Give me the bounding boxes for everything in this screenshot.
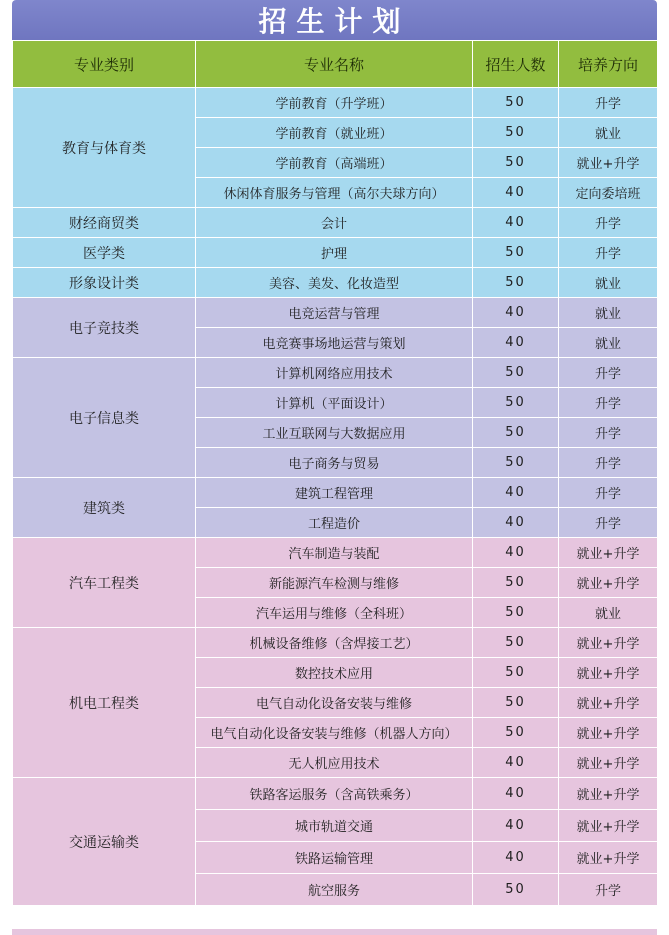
table-row <box>13 268 658 298</box>
training-direction-cell: 就业+升学 <box>559 718 658 748</box>
table-row <box>13 88 658 118</box>
major-name-cell: 电竞运营与管理 <box>196 298 473 328</box>
enrollment-count-cell: 50 <box>473 568 559 598</box>
training-direction-cell: 就业+升学 <box>559 778 658 810</box>
major-name-cell: 护理 <box>196 238 473 268</box>
major-name-cell: 计算机（平面设计） <box>196 388 473 418</box>
training-direction-cell: 就业+升学 <box>559 568 658 598</box>
major-name-cell: 工业互联网与大数据应用 <box>196 418 473 448</box>
category-cell: 教育与体育类 <box>13 88 196 208</box>
enrollment-count-cell: 50 <box>473 388 559 418</box>
table-row <box>13 478 658 508</box>
table-row <box>13 628 658 658</box>
major-name-cell: 城市轨道交通 <box>196 810 473 842</box>
category-cell: 医学类 <box>13 238 196 268</box>
enrollment-count-cell: 50 <box>473 358 559 388</box>
major-name-cell: 电气自动化设备安装与维修（机器人方向） <box>196 718 473 748</box>
enrollment-count-cell: 40 <box>473 842 559 874</box>
major-name-cell: 汽车制造与装配 <box>196 538 473 568</box>
major-name-cell: 工程造价 <box>196 508 473 538</box>
enrollment-count-cell: 40 <box>473 478 559 508</box>
training-direction-cell: 就业 <box>559 268 658 298</box>
table-row <box>13 778 658 810</box>
table-row <box>13 298 658 328</box>
major-name-cell: 计算机网络应用技术 <box>196 358 473 388</box>
major-name-cell: 铁路客运服务（含高铁乘务） <box>196 778 473 810</box>
training-direction-cell: 升学 <box>559 478 658 508</box>
enrollment-count-cell: 50 <box>473 658 559 688</box>
category-cell: 财经商贸类 <box>13 208 196 238</box>
training-direction-cell: 就业+升学 <box>559 538 658 568</box>
enrollment-count-cell: 50 <box>473 874 559 906</box>
enrollment-count-cell: 40 <box>473 328 559 358</box>
training-direction-cell: 就业+升学 <box>559 658 658 688</box>
table-row <box>13 208 658 238</box>
training-direction-cell: 就业 <box>559 328 658 358</box>
enrollment-count-cell: 50 <box>473 118 559 148</box>
major-name-cell: 学前教育（升学班） <box>196 88 473 118</box>
training-direction-cell: 就业+升学 <box>559 628 658 658</box>
major-name-cell: 会计 <box>196 208 473 238</box>
column-header-major: 专业名称 <box>196 41 473 88</box>
footer-strip <box>12 929 657 935</box>
major-name-cell: 数控技术应用 <box>196 658 473 688</box>
enrollment-count-cell: 40 <box>473 178 559 208</box>
enrollment-count-cell: 40 <box>473 508 559 538</box>
major-name-cell: 电竞赛事场地运营与策划 <box>196 328 473 358</box>
major-name-cell: 建筑工程管理 <box>196 478 473 508</box>
training-direction-cell: 升学 <box>559 418 658 448</box>
training-direction-cell: 就业+升学 <box>559 842 658 874</box>
table-row <box>13 538 658 568</box>
enrollment-count-cell: 50 <box>473 418 559 448</box>
training-direction-cell: 定向委培班 <box>559 178 658 208</box>
major-name-cell: 无人机应用技术 <box>196 748 473 778</box>
training-direction-cell: 升学 <box>559 88 658 118</box>
training-direction-cell: 就业 <box>559 118 658 148</box>
table-body <box>13 88 658 906</box>
training-direction-cell: 就业 <box>559 298 658 328</box>
page-title: 招生计划 <box>258 5 411 38</box>
major-name-cell: 美容、美发、化妆造型 <box>196 268 473 298</box>
major-name-cell: 机械设备维修（含焊接工艺） <box>196 628 473 658</box>
enrollment-count-cell: 50 <box>473 688 559 718</box>
enrollment-count-cell: 50 <box>473 268 559 298</box>
enrollment-count-cell: 50 <box>473 148 559 178</box>
category-cell: 汽车工程类 <box>13 538 196 628</box>
table-header-row <box>13 41 658 88</box>
enrollment-count-cell: 50 <box>473 598 559 628</box>
enrollment-count-cell: 50 <box>473 88 559 118</box>
training-direction-cell: 升学 <box>559 238 658 268</box>
major-name-cell: 航空服务 <box>196 874 473 906</box>
column-header-category: 专业类别 <box>13 41 196 88</box>
major-name-cell: 电气自动化设备安装与维修 <box>196 688 473 718</box>
major-name-cell: 电子商务与贸易 <box>196 448 473 478</box>
training-direction-cell: 升学 <box>559 448 658 478</box>
major-name-cell: 新能源汽车检测与维修 <box>196 568 473 598</box>
enrollment-count-cell: 50 <box>473 628 559 658</box>
major-name-cell: 学前教育（就业班） <box>196 118 473 148</box>
training-direction-cell: 升学 <box>559 508 658 538</box>
enrollment-table <box>12 40 658 906</box>
enrollment-count-cell: 50 <box>473 448 559 478</box>
table-row <box>13 358 658 388</box>
column-header-count: 招生人数 <box>473 41 559 88</box>
enrollment-count-cell: 40 <box>473 208 559 238</box>
major-name-cell: 铁路运输管理 <box>196 842 473 874</box>
category-cell: 建筑类 <box>13 478 196 538</box>
training-direction-cell: 升学 <box>559 208 658 238</box>
enrollment-count-cell: 50 <box>473 718 559 748</box>
enrollment-count-cell: 50 <box>473 238 559 268</box>
training-direction-cell: 升学 <box>559 358 658 388</box>
major-name-cell: 学前教育（高端班） <box>196 148 473 178</box>
column-header-direction: 培养方向 <box>559 41 658 88</box>
training-direction-cell: 升学 <box>559 388 658 418</box>
enrollment-count-cell: 40 <box>473 810 559 842</box>
training-direction-cell: 就业 <box>559 598 658 628</box>
enrollment-count-cell: 40 <box>473 748 559 778</box>
enrollment-count-cell: 40 <box>473 778 559 810</box>
category-cell: 形象设计类 <box>13 268 196 298</box>
category-cell: 机电工程类 <box>13 628 196 778</box>
table-row <box>13 238 658 268</box>
training-direction-cell: 就业+升学 <box>559 748 658 778</box>
category-cell: 电子竞技类 <box>13 298 196 358</box>
training-direction-cell: 就业+升学 <box>559 810 658 842</box>
training-direction-cell: 就业+升学 <box>559 148 658 178</box>
category-cell: 交通运输类 <box>13 778 196 906</box>
enrollment-count-cell: 40 <box>473 298 559 328</box>
training-direction-cell: 就业+升学 <box>559 688 658 718</box>
enrollment-count-cell: 40 <box>473 538 559 568</box>
major-name-cell: 休闲体育服务与管理（高尔夫球方向） <box>196 178 473 208</box>
category-cell: 电子信息类 <box>13 358 196 478</box>
major-name-cell: 汽车运用与维修（全科班） <box>196 598 473 628</box>
training-direction-cell: 升学 <box>559 874 658 906</box>
title-bar <box>12 0 657 40</box>
